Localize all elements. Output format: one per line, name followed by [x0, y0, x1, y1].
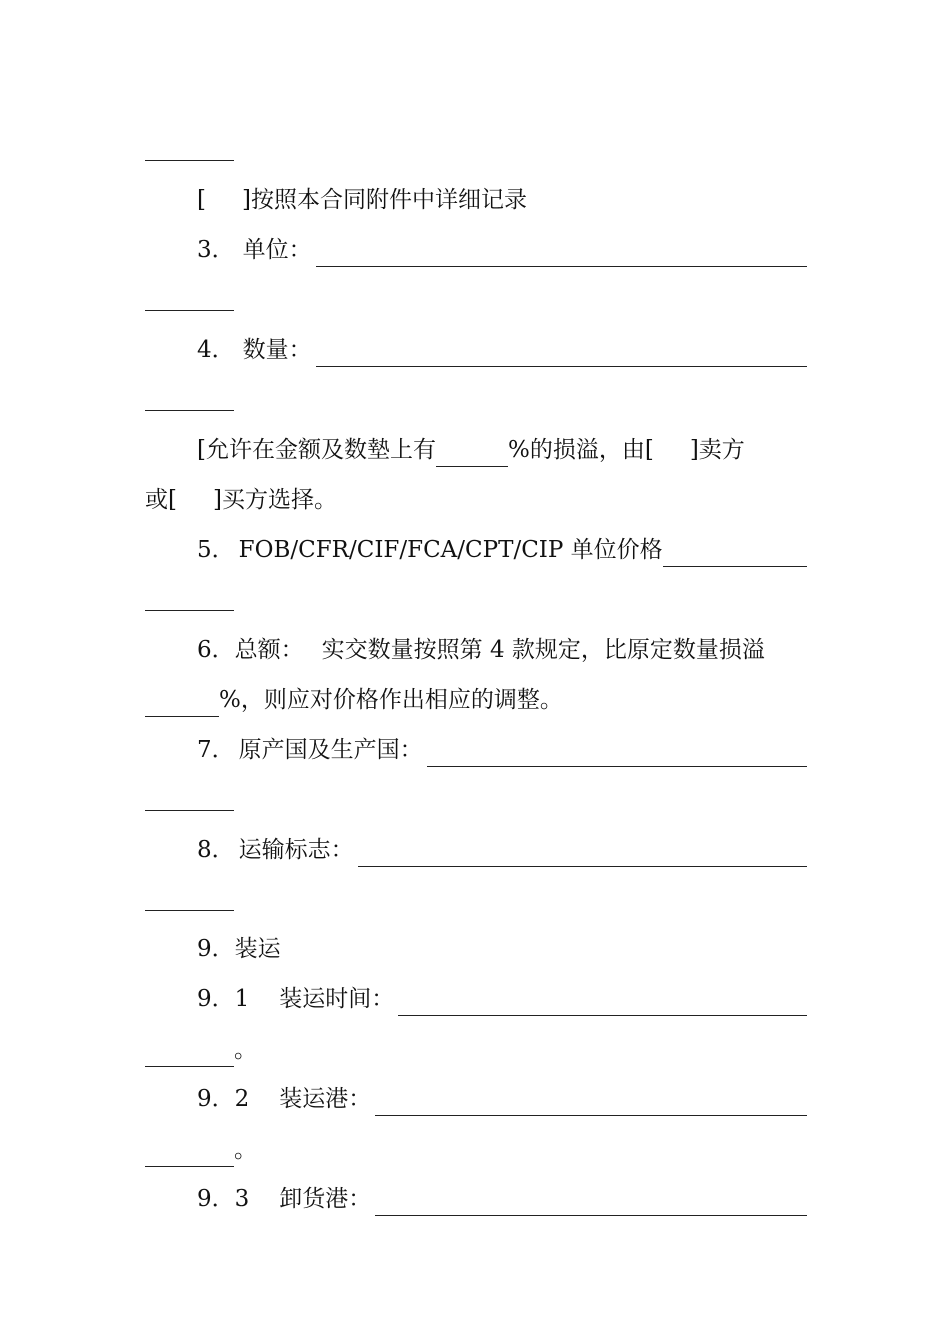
unit-blank-continuation[interactable] [145, 310, 234, 311]
attachment-option-label: 按照本合同附件中详细记录 [250, 187, 527, 213]
marks-blank-continuation[interactable] [145, 910, 234, 911]
quantity-blank-continuation[interactable] [145, 410, 234, 411]
discharge-port-label: 卸货港： [279, 1186, 372, 1212]
origin-blank-continuation[interactable] [145, 810, 234, 811]
quantity-number: 4． [197, 337, 235, 363]
origin-row [197, 733, 807, 767]
total-row [197, 633, 807, 667]
shipment-number: 9． [197, 936, 235, 962]
quantity-row [197, 333, 807, 367]
total-text: 实交数量按照第 4 款规定，比原定数量损溢 [321, 637, 765, 663]
discharge-port-blank[interactable] [375, 1191, 807, 1216]
tolerance-line-2 [145, 483, 807, 517]
ship-time-number: 9．1 [197, 986, 250, 1012]
ship-port-label: 装运港： [279, 1086, 372, 1112]
ship-port-number: 9．2 [197, 1086, 250, 1112]
unit-number: 3． [197, 237, 235, 263]
tolerance-line-1: [允许在金额及数墊上有 %的损溢，由[ ]卖方 [197, 433, 807, 467]
marks-row [197, 833, 807, 867]
ship-port-blank[interactable] [375, 1091, 807, 1116]
ship-port-continuation-blank[interactable] [145, 1142, 234, 1167]
total-number: 6． [197, 637, 235, 663]
quantity-label: 数量： [242, 337, 312, 363]
tolerance-text: 允许在金额及数墊上有 [205, 437, 436, 463]
ship-time-continuation: 。 [145, 1033, 807, 1067]
quantity-blank[interactable] [316, 342, 807, 367]
total-row-2 [145, 683, 807, 717]
total-suffix: %，则应对价格作出相应的调整。 [219, 687, 563, 713]
origin-blank[interactable] [427, 742, 807, 767]
tolerance-or: 或[ [145, 487, 177, 513]
unit-label: 单位： [242, 237, 312, 263]
discharge-port-row [197, 1182, 807, 1216]
price-label: FOB/CFR/CIF/FCA/CPT/CIP 单位价格 [238, 537, 663, 563]
marks-number: 8． [197, 837, 235, 863]
unit-blank[interactable] [316, 242, 807, 267]
seller-label: ]卖方 [689, 437, 745, 463]
ship-time-label: 装运时间： [279, 986, 395, 1012]
shipment-label: 装运 [234, 936, 281, 962]
tolerance-percent-blank[interactable] [436, 442, 508, 467]
origin-label: 原产国及生产国： [238, 737, 423, 763]
checkbox-bracket[interactable]: [ ] [197, 187, 251, 213]
price-blank-continuation[interactable] [145, 610, 234, 611]
origin-number: 7． [197, 737, 235, 763]
blank-continuation-line[interactable] [145, 160, 234, 161]
unit-row [197, 233, 807, 267]
ship-port-row [197, 1082, 807, 1116]
total-percent-blank[interactable] [145, 692, 219, 717]
buyer-label: ]买方选择。 [212, 487, 337, 513]
ship-time-continuation-blank[interactable] [145, 1042, 234, 1067]
tolerance-suffix: %的损溢，由[ [507, 437, 654, 463]
price-number: 5． [197, 537, 235, 563]
shipment-heading [197, 932, 807, 966]
ship-port-continuation: 。 [145, 1133, 807, 1167]
attachment-option-row [197, 183, 807, 217]
discharge-port-number: 9．3 [197, 1186, 250, 1212]
price-blank[interactable] [663, 542, 807, 567]
price-row [197, 533, 807, 567]
ship-time-blank[interactable] [398, 991, 807, 1016]
marks-blank[interactable] [358, 842, 807, 867]
ship-time-row [197, 982, 807, 1016]
marks-label: 运输标志： [238, 837, 354, 863]
total-label: 总额： [234, 637, 304, 663]
